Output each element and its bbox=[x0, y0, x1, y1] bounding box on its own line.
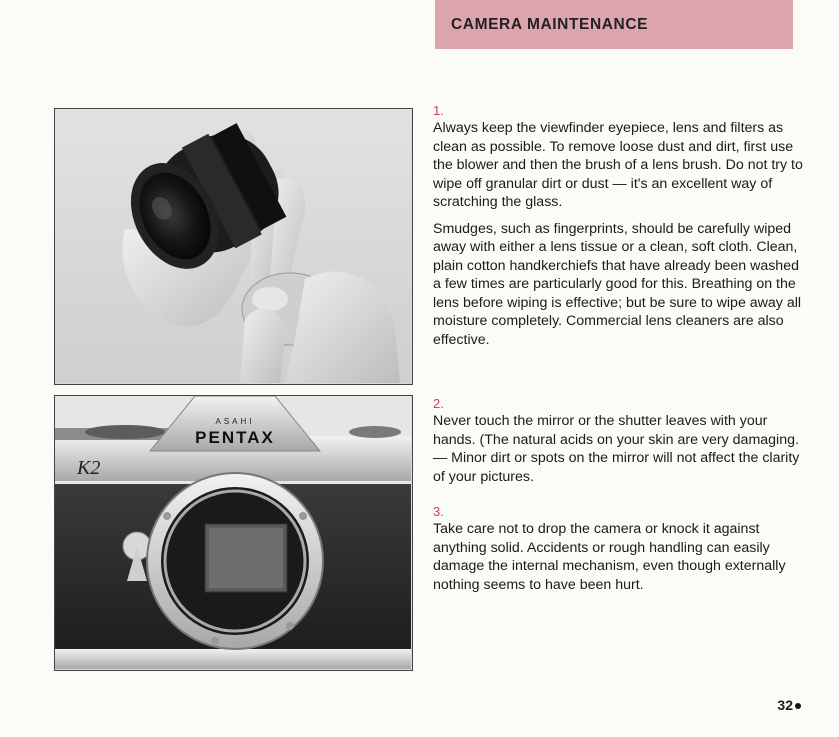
paragraph: Smudges, such as fingerprints, should be carefully wiped away with either a lens tissue or a clean, soft cloth. Clean, plain cotton handkerchiefs that have already been washed a few times are particularly good for this. Breathing on the lens before wiping is effective; but be sure to wipe away all moisture completely. Commercial lens cleaners are also effective. bbox=[433, 220, 802, 348]
brand-small: ASAHI bbox=[215, 417, 255, 426]
section-number: 2. bbox=[433, 396, 444, 411]
page-number-value: 32 bbox=[777, 697, 793, 713]
bullet-icon bbox=[795, 703, 801, 709]
paragraph: Always keep the viewfinder eyepiece, lens and filters as clean as possible. To remove loose dust and dirt, first use the blower and then the brush of a lens brush. Do not try to wipe off granular dirt or dust — it's an excellent way of scratching the glass. bbox=[433, 120, 803, 210]
header-band bbox=[435, 0, 793, 49]
model-label: K2 bbox=[77, 457, 101, 479]
section-number: 3. bbox=[433, 504, 444, 519]
paragraph: Take care not to drop the camera or knock it against anything solid. Accidents or rough handling can easily damage the internal mechanism, even though externally nothing seems to have been hurt. bbox=[433, 521, 786, 593]
paragraph: Never touch the mirror or the shutter leaves with your hands. (The natural acids on your skin are very damaging.— Minor dirt or spots on the mirror will not affect the clarity of your pictures. bbox=[433, 413, 800, 485]
camera-body-photo bbox=[54, 395, 413, 671]
section-2 bbox=[433, 396, 803, 494]
section-1 bbox=[433, 103, 803, 357]
page-title: CAMERA MAINTENANCE bbox=[451, 16, 649, 33]
section-3 bbox=[433, 504, 803, 602]
brand-logo: PENTAX bbox=[195, 428, 275, 447]
page-number bbox=[777, 697, 801, 713]
section-number: 1. bbox=[433, 103, 444, 118]
lens-cleaning-photo bbox=[54, 108, 413, 385]
